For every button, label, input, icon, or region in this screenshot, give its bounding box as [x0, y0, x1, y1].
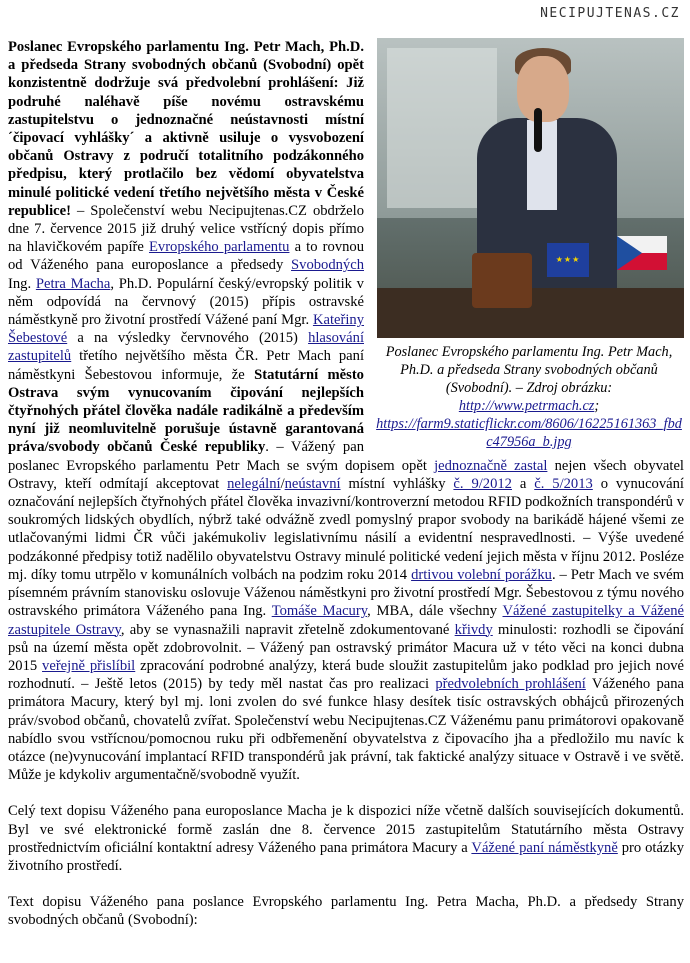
link-vyhlaska-5-2013[interactable]: č. 5/2013	[534, 475, 593, 492]
microphone-icon	[534, 108, 542, 152]
paragraph-letter-info: Celý text dopisu Váženého pana europoslance Macha je k dispozici níže včetně dalších souvisejících dokumentů. Byl ve své elektronické formě zaslán dne 8. července 2015 zastupitelům Statutárního města Ostravy prostřednictvím oficiální kontaktní adresy Váženého pana primátora Macury a Vážené paní náměstkyně pro otázky životního prostředí.	[8, 803, 684, 874]
czech-flag-icon	[617, 236, 667, 270]
site-name: NECIPUJTENAS.CZ	[540, 6, 680, 21]
article-body	[8, 38, 684, 948]
link-predvolebni-prohlaseni[interactable]: předvolebních prohlášení	[435, 676, 586, 693]
link-zastal[interactable]: jednoznačně zastal	[434, 457, 548, 474]
link-evropsky-parlament[interactable]: Evropského parlamentu	[148, 239, 290, 256]
link-zastupitele[interactable]: Vážené zastupitelky a Vážené zastupitele Ostravy	[8, 603, 684, 638]
link-hlasovani[interactable]: hlasování zastupitelů	[8, 330, 364, 365]
link-nelegalni[interactable]: nelegální	[227, 475, 281, 492]
paragraph-intro: Poslanec Evropského parlamentu Ing. Petr Mach, Ph.D. a předseda Strany svobodných občanů (Svobodní) opět konzistentně dodržuje svá předvolební prohlášení: Již podruhé naléhavě píše novému ostravskému zastupitelstvu o jednoznačné neústavnosti místní ´čipovací vyhlášky´ a aktivně usiluje o vysvobození občanů Ostravy z područí totalitního podzákonného předpisu, který protlačilo bez vědomí obyvatelstva minulé politické vedení třetího největšího města v České republice! – Společenství webu Necipujtenas.CZ obdrželo dne 7. července 2015 již druhý velice vstřícný dopis přímo na hlavičkovém papíře Evropského parlamentu a to rovnou od Váženého pana europoslance a předsedy Svobodných Ing. Petra Macha, Ph.D. Populární český/evropský politik v něm odpovídá na červnový (2015) přípis ostravské náměstkyně pro životní prostředí Vážené paní Mgr. Kateřiny Šebestové a na výsledky červnového (2015) hlasování zastupitelů třetího největšího města ČR. Petr Mach paní náměstkyni Šebestovou informuje, že Statutární město Ostrava svým vynucovaním čipování nejlepších čtyřnohých přátel člověka nadále radikálně a především nyní již neomluvitelně porušuje ústavně garantovaná práva/svobody občanů České republiky. – Vážený pan poslanec Evropského parlamentu Petr Mach se svým dopisem opět jednoznačně zastal nejen všech obyvatel Ostravy, kteří odmítají akceptovat nelegální/neústavní místní vyhlášky č. 9/2012 a č. 5/2013 o vynucování označování nejlepších čtyřnohých přátel člověka invazivní/kontroverzní metodou RFID podkožních transpondérů v soukromých lidských obydlích, nýbrž také odvážně zvedl pomyslný prapor svobody na barikádě hájené všemi ze utlačovanými lidmi ČR vůči jakémukoliv legislativnímu násilí a evidentní nespravedlnosti. – Výše uvedené podzákonné předpisy totiž nadělilo obyvatelstvu Ostravy minulé politické vedení jejich města v říjnu 2012. Posléze mj. díky tomu utrpělo v komunálních volbách na podzim roku 2014 drtivou volební porážku. – Petr Mach ve svém písemném právním stanovisku oslovuje Váženou náměstkyni pro životní prostředí Mgr. Šebestovou z týmu nového ostravského primátora Váženého pana Ing. Tomáše Macury, MBA, dále všechny Vážené zastupitelky a Vážené zastupitele Ostravy, aby se vynasnažili napravit zřetelně zdokumentované křivdy minulosti: rozhodli se čipování psů na území města opět zdobrovolnit. – Vážený pan ostravský primátor Macura už v této věci na konci dubna 2015 veřejně přislíbil zpracování podrobné analýzy, která bude sloužit zastupitelům jako podklad pro jejich nové rozhodnutí. – Ještě letos (2015) by tedy měl nastat čas pro realizaci předvolebních prohlášení Váženého pana primátora Macury, který byl mj. loni zvolen do své funkce hlasy desítek tisíc ostravských obhájců přirozených práv/svobod občanů, chovatelů zvířat. Společenství webu Necipujtenas.CZ Váženému panu primátorovi opakovaně nabídlo svou vstřícnou/pomocnou ruku při odbřemenění obyvatelstva z čipovacího jha a předložilo mu navíc k otázce (ne)vynucování implantací RFID transpondérů jak právní, tak faktické analýzy situace v Ostravě i ve světě. Může je kdykoliv argumentačně/svobodně využít.	[8, 39, 685, 784]
link-namestkyne[interactable]: Vážené paní náměstkyně	[471, 839, 618, 856]
link-svobodni[interactable]: Svobodných	[291, 257, 364, 274]
link-volebni-porazka[interactable]: drtivou volební porážku	[411, 566, 552, 583]
link-tomas-macura[interactable]: Tomáše Macury	[271, 603, 368, 620]
photo-caption: Poslanec Evropského parlamentu Ing. Petr Mach, Ph.D. a předseda Strany svobodných občanů (Svobodní). – Zdroj obrázku: http://www.petrmach.cz; https://farm9.staticflickr.com/8606/16225161363_fbdc47956a_b.jpg	[376, 344, 682, 450]
paragraph-letter-heading: Text dopisu Váženého pana poslance Evropského parlamentu Ing. Petra Macha, Ph.D. a předsedy Strany svobodných občanů (Svobodní):	[8, 894, 684, 929]
caption-link-flickr[interactable]: https://farm9.staticflickr.com/8606/16225161363_fbdc47956a_b.jpg	[376, 416, 682, 450]
link-krivdy[interactable]: křivdy	[454, 621, 493, 638]
link-neustavni[interactable]: neústavní	[284, 475, 341, 492]
caption-link-petrmach[interactable]: http://www.petrmach.cz	[458, 398, 595, 414]
link-petr-mach[interactable]: Petra Macha	[35, 275, 111, 292]
link-verejne-prislibil[interactable]: veřejně přislíbil	[42, 657, 136, 674]
speaker-photo	[377, 38, 684, 338]
figure	[374, 38, 684, 451]
eu-flag-icon: ★★★	[547, 243, 589, 277]
link-vyhlaska-9-2012[interactable]: č. 9/2012	[453, 475, 512, 492]
link-sebestova[interactable]: Kateřiny Šebestové	[8, 312, 364, 347]
